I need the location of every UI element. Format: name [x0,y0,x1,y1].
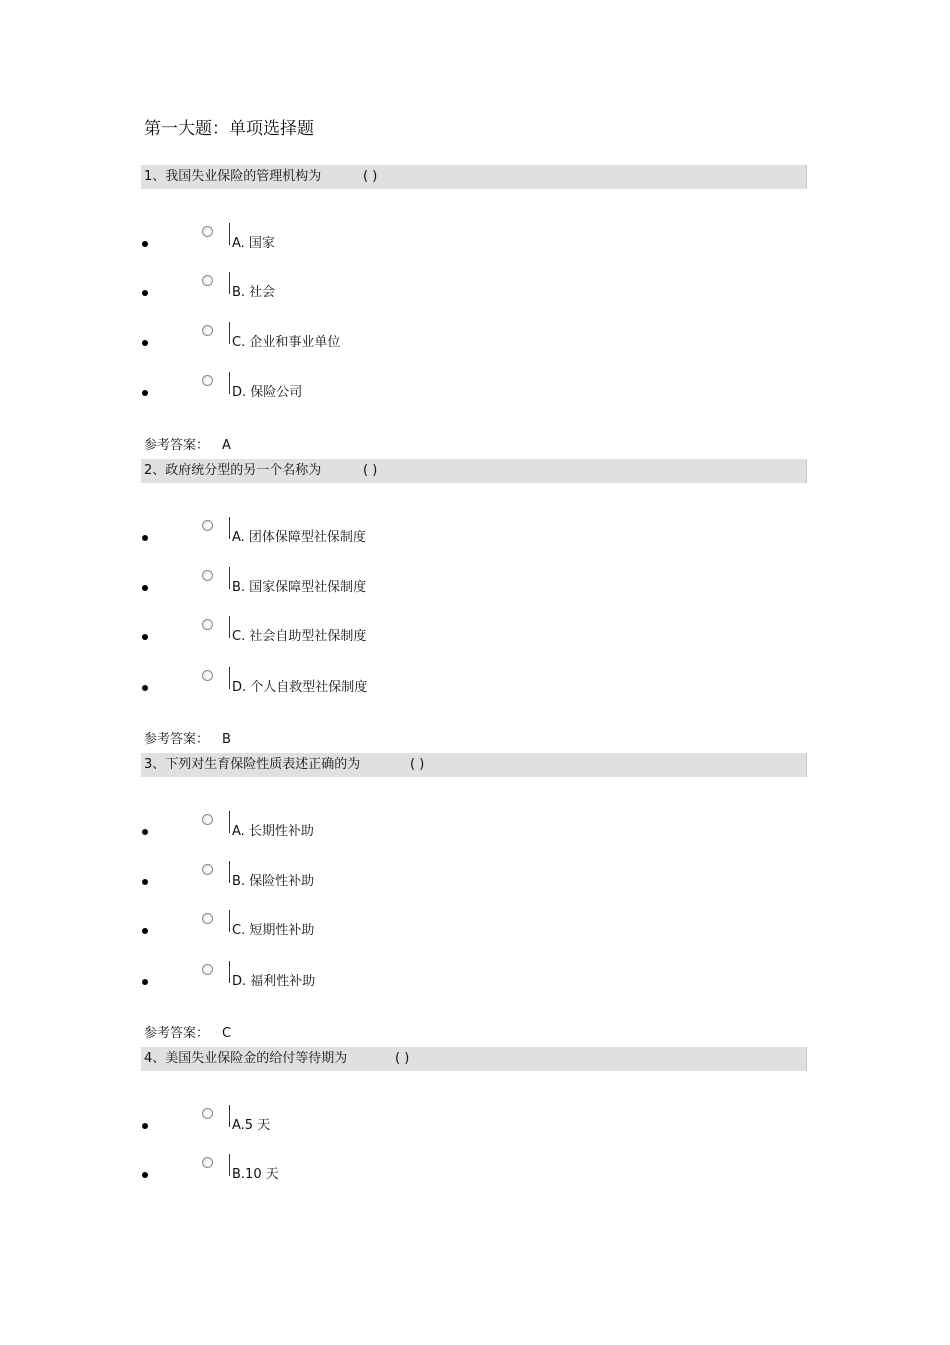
option-label: B. 保险性补助 [232,874,315,889]
radio-button[interactable] [202,670,213,681]
text-cursor-icon [229,322,230,344]
question-bar [141,1047,807,1071]
option-2c[interactable] [0,616,950,656]
option-3b[interactable] [0,861,950,901]
bullet-icon [142,634,148,640]
option-4b[interactable] [0,1154,950,1194]
text-cursor-icon [229,961,230,983]
answer-bracket: ( ) [395,1051,410,1066]
option-label: A. 国家 [232,236,275,251]
radio-button[interactable] [202,325,213,336]
text-cursor-icon [229,616,230,638]
text-cursor-icon [229,272,230,294]
bullet-icon [142,829,148,835]
radio-button[interactable] [202,520,213,531]
bullet-icon [142,979,148,985]
bullet-icon [142,340,148,346]
radio-button[interactable] [202,275,213,286]
option-label: B. 社会 [232,285,276,300]
option-label: A. 长期性补助 [232,824,314,839]
answer-label: 参考答案： [144,732,210,747]
radio-button[interactable] [202,913,213,924]
reference-answer-1 [0,437,950,455]
bullet-icon [142,290,148,296]
text-cursor-icon [229,223,230,245]
option-1d[interactable] [0,372,950,412]
radio-button[interactable] [202,619,213,630]
option-label: D. 福利性补助 [232,974,316,989]
option-3d[interactable] [0,961,950,1001]
option-4a[interactable] [0,1105,950,1145]
question-bar [141,753,807,777]
answer-value: A [222,438,231,453]
answer-label: 参考答案： [144,1026,210,1041]
radio-button[interactable] [202,375,213,386]
bullet-icon [142,1123,148,1129]
bullet-icon [142,879,148,885]
radio-button[interactable] [202,570,213,581]
radio-button[interactable] [202,1157,213,1168]
bullet-icon [142,585,148,591]
text-cursor-icon [229,1154,230,1176]
text-cursor-icon [229,861,230,883]
option-3c[interactable] [0,910,950,950]
page-title: 第一大题：单项选择题 [144,119,314,139]
option-label: C. 短期性补助 [232,923,315,938]
bullet-icon [142,1172,148,1178]
question-text: 1、我国失业保险的管理机构为 [144,169,322,184]
answer-value: B [222,732,231,747]
answer-label: 参考答案： [144,438,210,453]
bullet-icon [142,390,148,396]
reference-answer-2 [0,731,950,749]
option-label: B. 国家保障型社保制度 [232,580,367,595]
text-cursor-icon [229,910,230,932]
reference-answer-3 [0,1025,950,1043]
answer-bracket: ( ) [363,463,378,478]
bullet-icon [142,535,148,541]
option-2a[interactable] [0,517,950,557]
bullet-icon [142,241,148,247]
radio-button[interactable] [202,814,213,825]
text-cursor-icon [229,811,230,833]
option-1b[interactable] [0,272,950,312]
option-label: D. 个人自救型社保制度 [232,680,368,695]
radio-button[interactable] [202,964,213,975]
option-label: A. 团体保障型社保制度 [232,530,366,545]
option-2b[interactable] [0,567,950,607]
text-cursor-icon [229,517,230,539]
question-bar [141,165,807,189]
question-bar [141,459,807,483]
option-label: D. 保险公司 [232,385,303,400]
option-label: C. 社会自助型社保制度 [232,629,367,644]
option-label: A.5 天 [232,1118,271,1133]
text-cursor-icon [229,667,230,689]
question-text: 4、美国失业保险金的给付等待期为 [144,1051,348,1066]
question-text: 3、下列对生育保险性质表述正确的为 [144,757,361,772]
bullet-icon [142,685,148,691]
text-cursor-icon [229,1105,230,1127]
radio-button[interactable] [202,864,213,875]
answer-bracket: ( ) [363,169,378,184]
option-1a[interactable] [0,223,950,263]
answer-bracket: ( ) [410,757,425,772]
option-2d[interactable] [0,667,950,707]
radio-button[interactable] [202,226,213,237]
text-cursor-icon [229,372,230,394]
question-text: 2、政府统分型的另一个名称为 [144,463,322,478]
text-cursor-icon [229,567,230,589]
option-label: C. 企业和事业单位 [232,335,341,350]
answer-value: C [222,1026,232,1041]
option-1c[interactable] [0,322,950,362]
option-label: B.10 天 [232,1167,279,1182]
radio-button[interactable] [202,1108,213,1119]
bullet-icon [142,928,148,934]
option-3a[interactable] [0,811,950,851]
